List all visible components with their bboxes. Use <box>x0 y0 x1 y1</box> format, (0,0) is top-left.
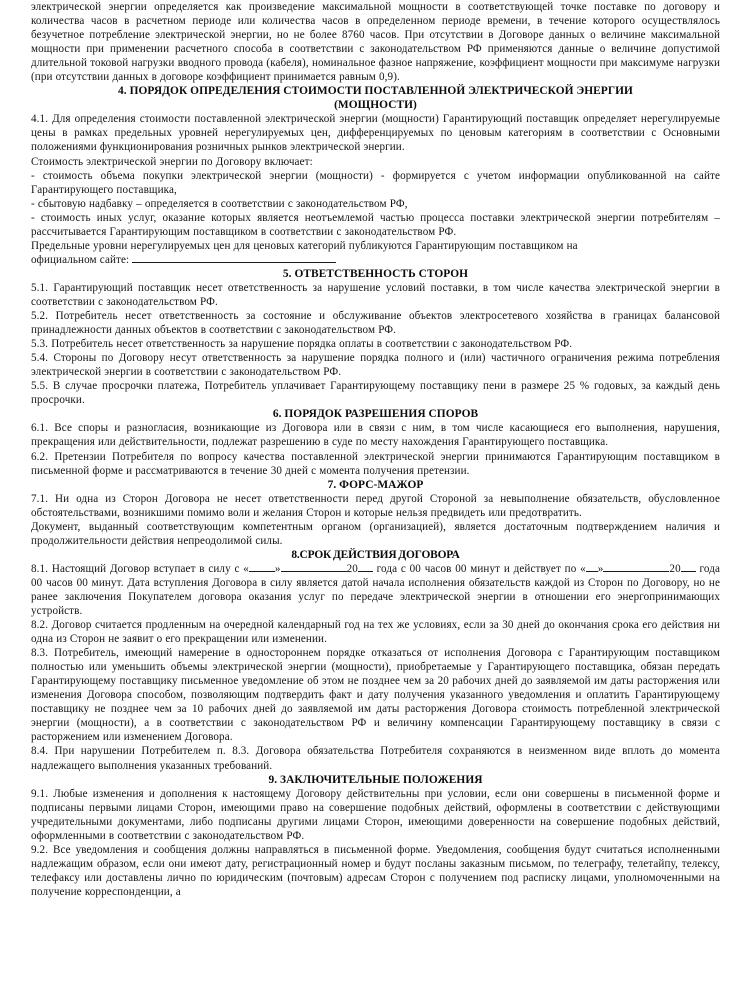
year-blank-start[interactable] <box>358 563 373 572</box>
clause-9-2: 9.2. Все уведомления и сообщения должны направляться в письменной форме. Уведомления, сообщения будут считаться исполненными надлежащим образом, если они имеют дату, регистрационный номер и будут посланы заказным письмом, по телеграфу, телетайпу, телексу, телефаксу или доставлены лично по юридическим (почтовым) адресам Сторон с получением под расписку лицами, уполномоченными на получение корреспонденции, а <box>31 843 720 898</box>
clause-7-document-note: Документ, выданный соответствующим компетентным органом (организацией), является достаточным подтверждением наличия и продолжительности действия непреодолимой силы. <box>31 520 720 547</box>
clause-4-closing-prefix: Предельные уровни нерегулируемых цен для ценовых категорий публикуются Гарантирующим поставщиком на <box>31 239 578 252</box>
clause-8-2: 8.2. Договор считается продленным на очередной календарный год на тех же условиях, если за 30 дней до окончания срока его действия ни одна из Сторон не заявит о его прекращении или изменении. <box>31 619 720 646</box>
official-site-label: официальном сайте: <box>31 253 130 266</box>
section-9-heading: 9. ЗАКЛЮЧИТЕЛЬНЫЕ ПОЛОЖЕНИЯ <box>268 773 483 786</box>
section-4-heading-line2: (МОЩНОСТИ) <box>334 99 417 112</box>
clause-6-2: 6.2. Претензии Потребителя по вопросу качества поставленной электрической энергии принимаются Гарантирующим поставщиком в письменной форме и рассматриваются в течение 30 дней с момента получения претензии. <box>31 450 720 477</box>
clause-8-3: 8.3. Потребитель, имеющий намерение в одностороннем порядке отказаться от исполнения Договора с Гарантирующим поставщиком полностью или уменьшить объемы электрической энергии (мощности), приобретаемые у Гарантирующего поставщика, обязан передать Гарантирующему поставщику письменное уведомление об этом не позднее чем за 20 рабочих дней до заявляемой им даты расторжения или изменения Договора способом, позволяющим подтвердить факт и дату получения указанного уведомления и оплатить Гарантирующему поставщику не позднее чем за 10 рабочих дней до заявляемой им даты расторжения Договора стоимость потребленной электрической энергии (мощности), а в соответствии с законодательством РФ и величину компенсации Гарантирующему поставщику в связи с расторжением или изменением Договора. <box>31 647 720 744</box>
clause-8-4: 8.4. При нарушении Потребителем п. 8.3. Договора обязательства Потребителя сохраняются в неизменном виде вплоть до момента надлежащего выполнения указанных требований. <box>31 745 720 772</box>
official-site-blank-field[interactable] <box>132 254 336 263</box>
continued-paragraph: электрической энергии определяется как произведение максимальной мощности в соответствующей точке поставке по договору и количества часов в расчетном периоде или количества часов в определенном периоде времени, в течение которого осуществлялось безучетное потребление электрической энергии, но не более 8760 часов. При отсутствии в Договоре данных о величине максимальной мощности при применении расчетного способа в соответствии с законодательством РФ применяются данные о величине допустимой длительной токовой нагрузки вводного провода (кабеля), номинальное фазное напряжение, коэффициент мощности при максимуме нагрузки (при отсутствии данных в договоре коэффициент принимается равным 0,9). <box>31 1 720 84</box>
clause-8-1-part4: года с 00 часов 00 минут и действует по « <box>372 562 586 575</box>
month-blank-end[interactable] <box>603 563 669 572</box>
clause-5-3: 5.3. Потребитель несет ответственность за нарушение порядка оплаты в соответствии с законодательством РФ. <box>31 338 573 351</box>
day-blank-start[interactable] <box>249 563 275 572</box>
clause-8-1-part1: 8.1. Настоящий Договор вступает в силу с « <box>31 562 249 575</box>
clause-9-1: 9.1. Любые изменения и дополнения к настоящему Договору действительны при условии, если они совершены в письменной форме и подписаны первыми лицами Сторон, имеющими право на совершение подобных действий, оформлены в соответствии с действующими учредительными документами, либо подписаны другими лицами Сторон, имеющими доверенности на совершение подобных действий, оформленными в соответствии с законодательством РФ. <box>31 787 720 842</box>
clause-5-4: 5.4. Стороны по Договору несут ответственность за нарушение порядка полного и (или) частичного ограничения режима потребления электрической энергии в соответствии с законодательством РФ. <box>31 352 720 379</box>
clause-5-5: 5.5. В случае просрочки платежа, Потребитель уплачивает Гарантирующему поставщику пени в размере 25 % годовых, за каждый день просрочки. <box>31 380 720 407</box>
clause-8-1-part7: года 00 часов 00 минут. Дата вступления Договора в силу является датой начала исполнения обязательств каждой из Сторон по Договору, но не ранее заключения Покупателем договора оказания услуг по передаче электрической энергии в отношении его энергопринимающих устройств. <box>31 562 720 618</box>
clause-7-1: 7.1. Ни одна из Сторон Договора не несет ответственности перед другой Стороной за невыполнение обязательств, обусловленное обстоятельствами, возникшими помимо воли и желания Сторон и которые нельзя предвидеть или предотвратить. <box>31 492 720 519</box>
clause-4-1: 4.1. Для определения стоимости поставленной электрической энергии (мощности) Гарантирующий поставщик определяет нерегулируемые цены в рамках предельных уровней нерегулируемых цен, дифференцируемых по ценовым категориям в соответствии с Основными положениями функционирования розничных рынков электрической энергии. <box>31 113 720 154</box>
clause-8-1 <box>31 562 720 618</box>
clause-5-2: 5.2. Потребитель несет ответственность за состояние и обслуживание объектов электросетевого хозяйства в границах балансовой принадлежности данных объектов в соответствии с законодательством РФ. <box>31 310 720 337</box>
clause-8-1-part2: » <box>274 562 281 575</box>
clause-8-1-part6: 20 <box>669 562 681 575</box>
clause-4-bullet-2: - сбытовую надбавку – определяется в соответствии с законодательством РФ, <box>31 197 408 210</box>
document-body <box>31 0 720 899</box>
clause-8-1-part3: 20 <box>346 562 358 575</box>
section-6-heading: 6. ПОРЯДОК РАЗРЕШЕНИЯ СПОРОВ <box>272 408 479 421</box>
day-blank-end[interactable] <box>586 563 598 572</box>
clause-6-1: 6.1. Все споры и разногласия, возникающие из Договора или в связи с ним, в том числе касающиеся его выполнения, нарушения, прекращения или действительности, подлежат разрешению в суде по месту нахождения Гарантирующего поставщика. <box>31 422 720 449</box>
month-blank-start[interactable] <box>281 563 347 572</box>
clause-4-bullet-1: - стоимость объема покупки электрической энергии (мощности) - формируется с учетом информации опубликованной на сайте Гарантирующего поставщика, <box>31 169 720 196</box>
clause-4-bullet-3: - стоимость иных услуг, оказание которых является неотъемлемой частью процесса поставки электрической энергии потребителям – рассчитывается Гарантирующим поставщиком в соответствии с законодательством РФ. <box>31 211 720 238</box>
year-blank-end[interactable] <box>681 563 696 572</box>
clause-8-1-part5: » <box>597 562 604 575</box>
clause-5-1: 5.1. Гарантирующий поставщик несет ответственность за нарушение условий поставки, в том числе качества электрической энергии в соответствии с законодательством РФ. <box>31 281 720 308</box>
clause-4-official-site-line <box>31 253 720 267</box>
section-7-heading: 7. ФОРС-МАЖОР <box>327 478 424 491</box>
section-5-heading: 5. ОТВЕТСТВЕННОСТЬ СТОРОН <box>282 267 469 280</box>
section-4-heading-line1: 4. ПОРЯДОК ОПРЕДЕЛЕНИЯ СТОИМОСТИ ПОСТАВЛЕННОЙ ЭЛЕКТРИЧЕСКОЙ ЭНЕРГИИ <box>118 85 633 98</box>
section-8-heading: 8.СРОК ДЕЙСТВИЯ ДОГОВОРА <box>291 548 460 561</box>
clause-4-cost-intro: Стоимость электрической энергии по Договору включает: <box>31 155 313 168</box>
